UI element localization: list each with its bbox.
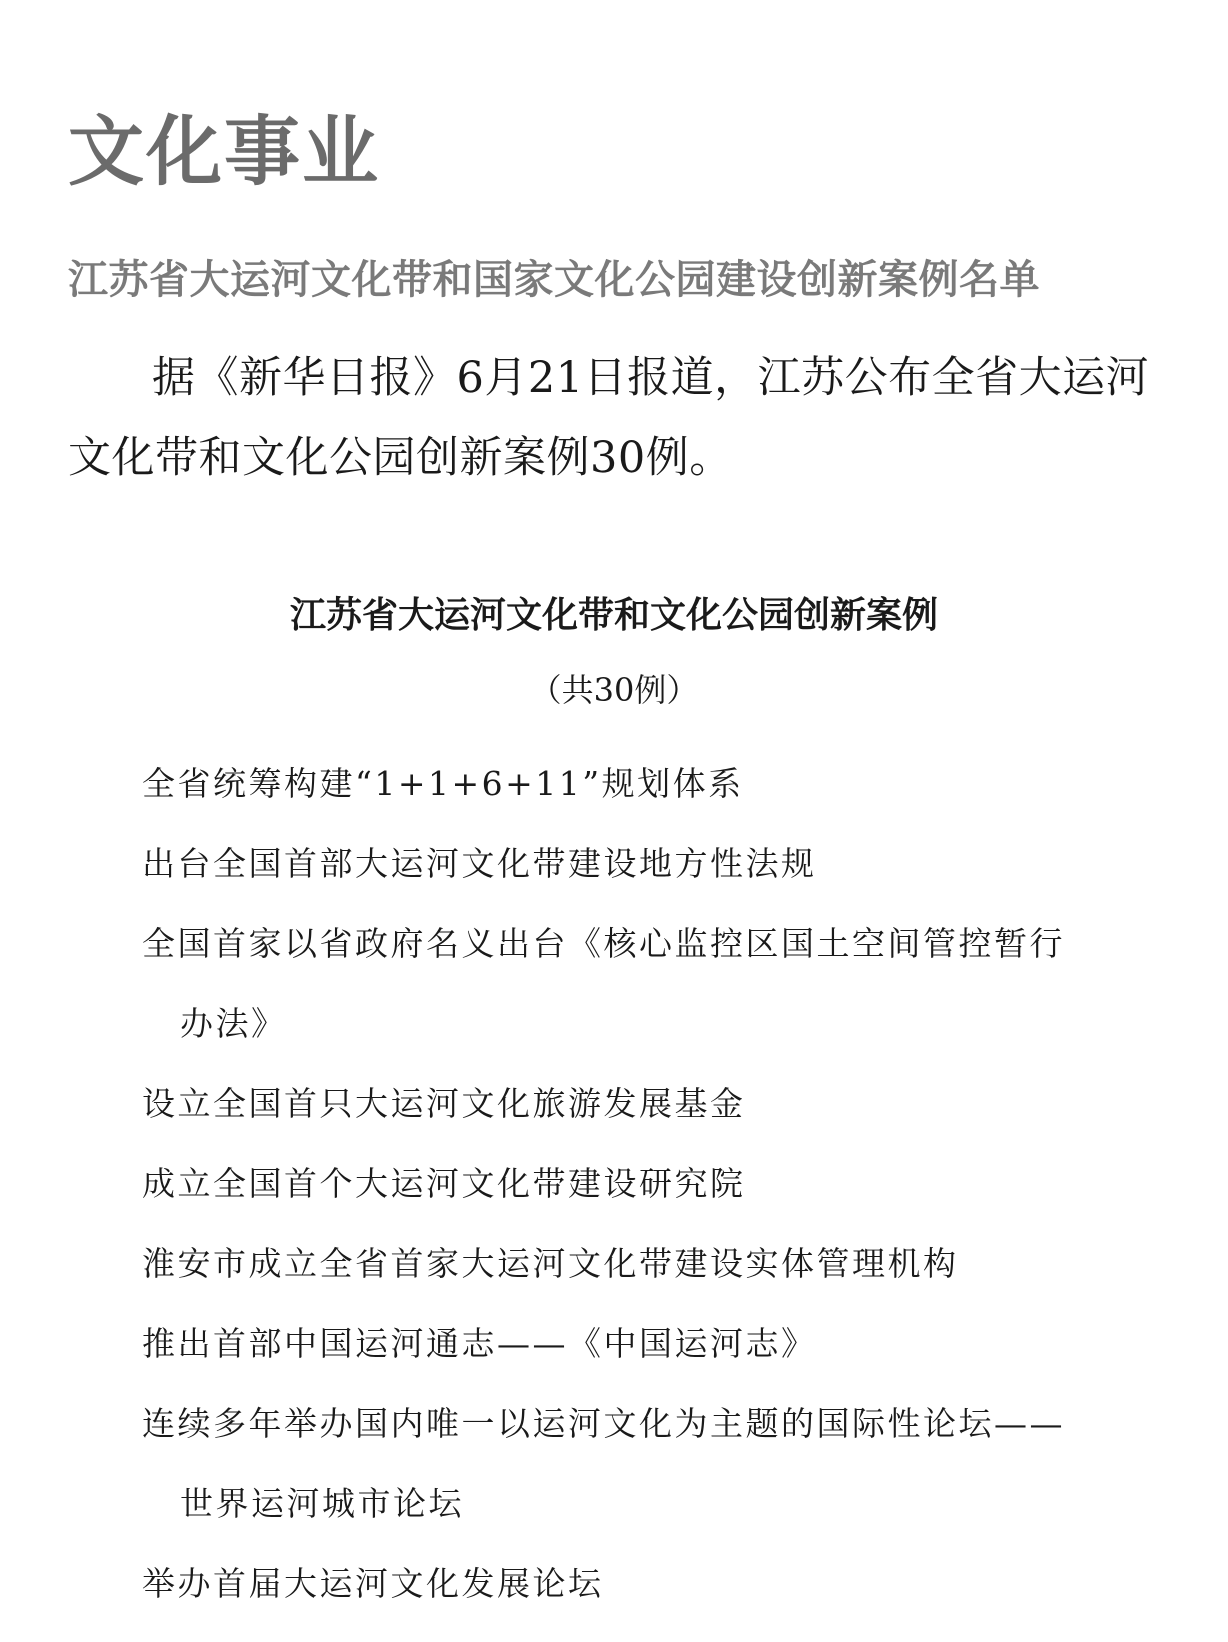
case-item bbox=[142, 1224, 1142, 1304]
lead-paragraph: 据《新华日报》6月21日报道，江苏公布全省大运河文化带和文化公园创新案例30例。 bbox=[68, 353, 1150, 483]
case-item-text: 连续多年举办国内唯一以运河文化为主题的国际性论坛—— bbox=[142, 1404, 1065, 1443]
case-item bbox=[142, 1064, 1142, 1144]
case-item bbox=[142, 1304, 1142, 1384]
case-item-text: 全省统筹构建“1+1+6+11”规划体系 bbox=[142, 764, 744, 803]
case-item-continuation: 办法》 bbox=[180, 1004, 287, 1043]
case-item-text: 推出首部中国运河通志——《中国运河志》 bbox=[142, 1324, 817, 1363]
case-item-text: 成立全国首个大运河文化带建设研究院 bbox=[142, 1164, 746, 1203]
case-item bbox=[142, 1384, 1142, 1544]
case-item bbox=[142, 824, 1142, 904]
case-item bbox=[142, 1544, 1142, 1624]
case-item-text: 全国首家以省政府名义出台《核心监控区国土空间管控暂行 bbox=[142, 924, 1065, 963]
case-item-text: 举办首届大运河文化发展论坛 bbox=[142, 1564, 604, 1603]
list-subtitle: （共30例） bbox=[529, 671, 699, 709]
case-item bbox=[142, 904, 1142, 1064]
case-item-text: 淮安市成立全省首家大运河文化带建设实体管理机构 bbox=[142, 1244, 959, 1283]
case-item-text: 设立全国首只大运河文化旅游发展基金 bbox=[142, 1084, 746, 1123]
case-item-text: 出台全国首部大运河文化带建设地方性法规 bbox=[142, 844, 817, 883]
section-title: 文化事业 bbox=[68, 107, 380, 196]
article-title: 江苏省大运河文化带和国家文化公园建设创新案例名单 bbox=[68, 256, 1040, 303]
case-item bbox=[142, 744, 1142, 824]
case-item bbox=[142, 1144, 1142, 1224]
case-item-continuation: 世界运河城市论坛 bbox=[180, 1484, 464, 1523]
list-title: 江苏省大运河文化带和文化公园创新案例 bbox=[289, 595, 938, 636]
